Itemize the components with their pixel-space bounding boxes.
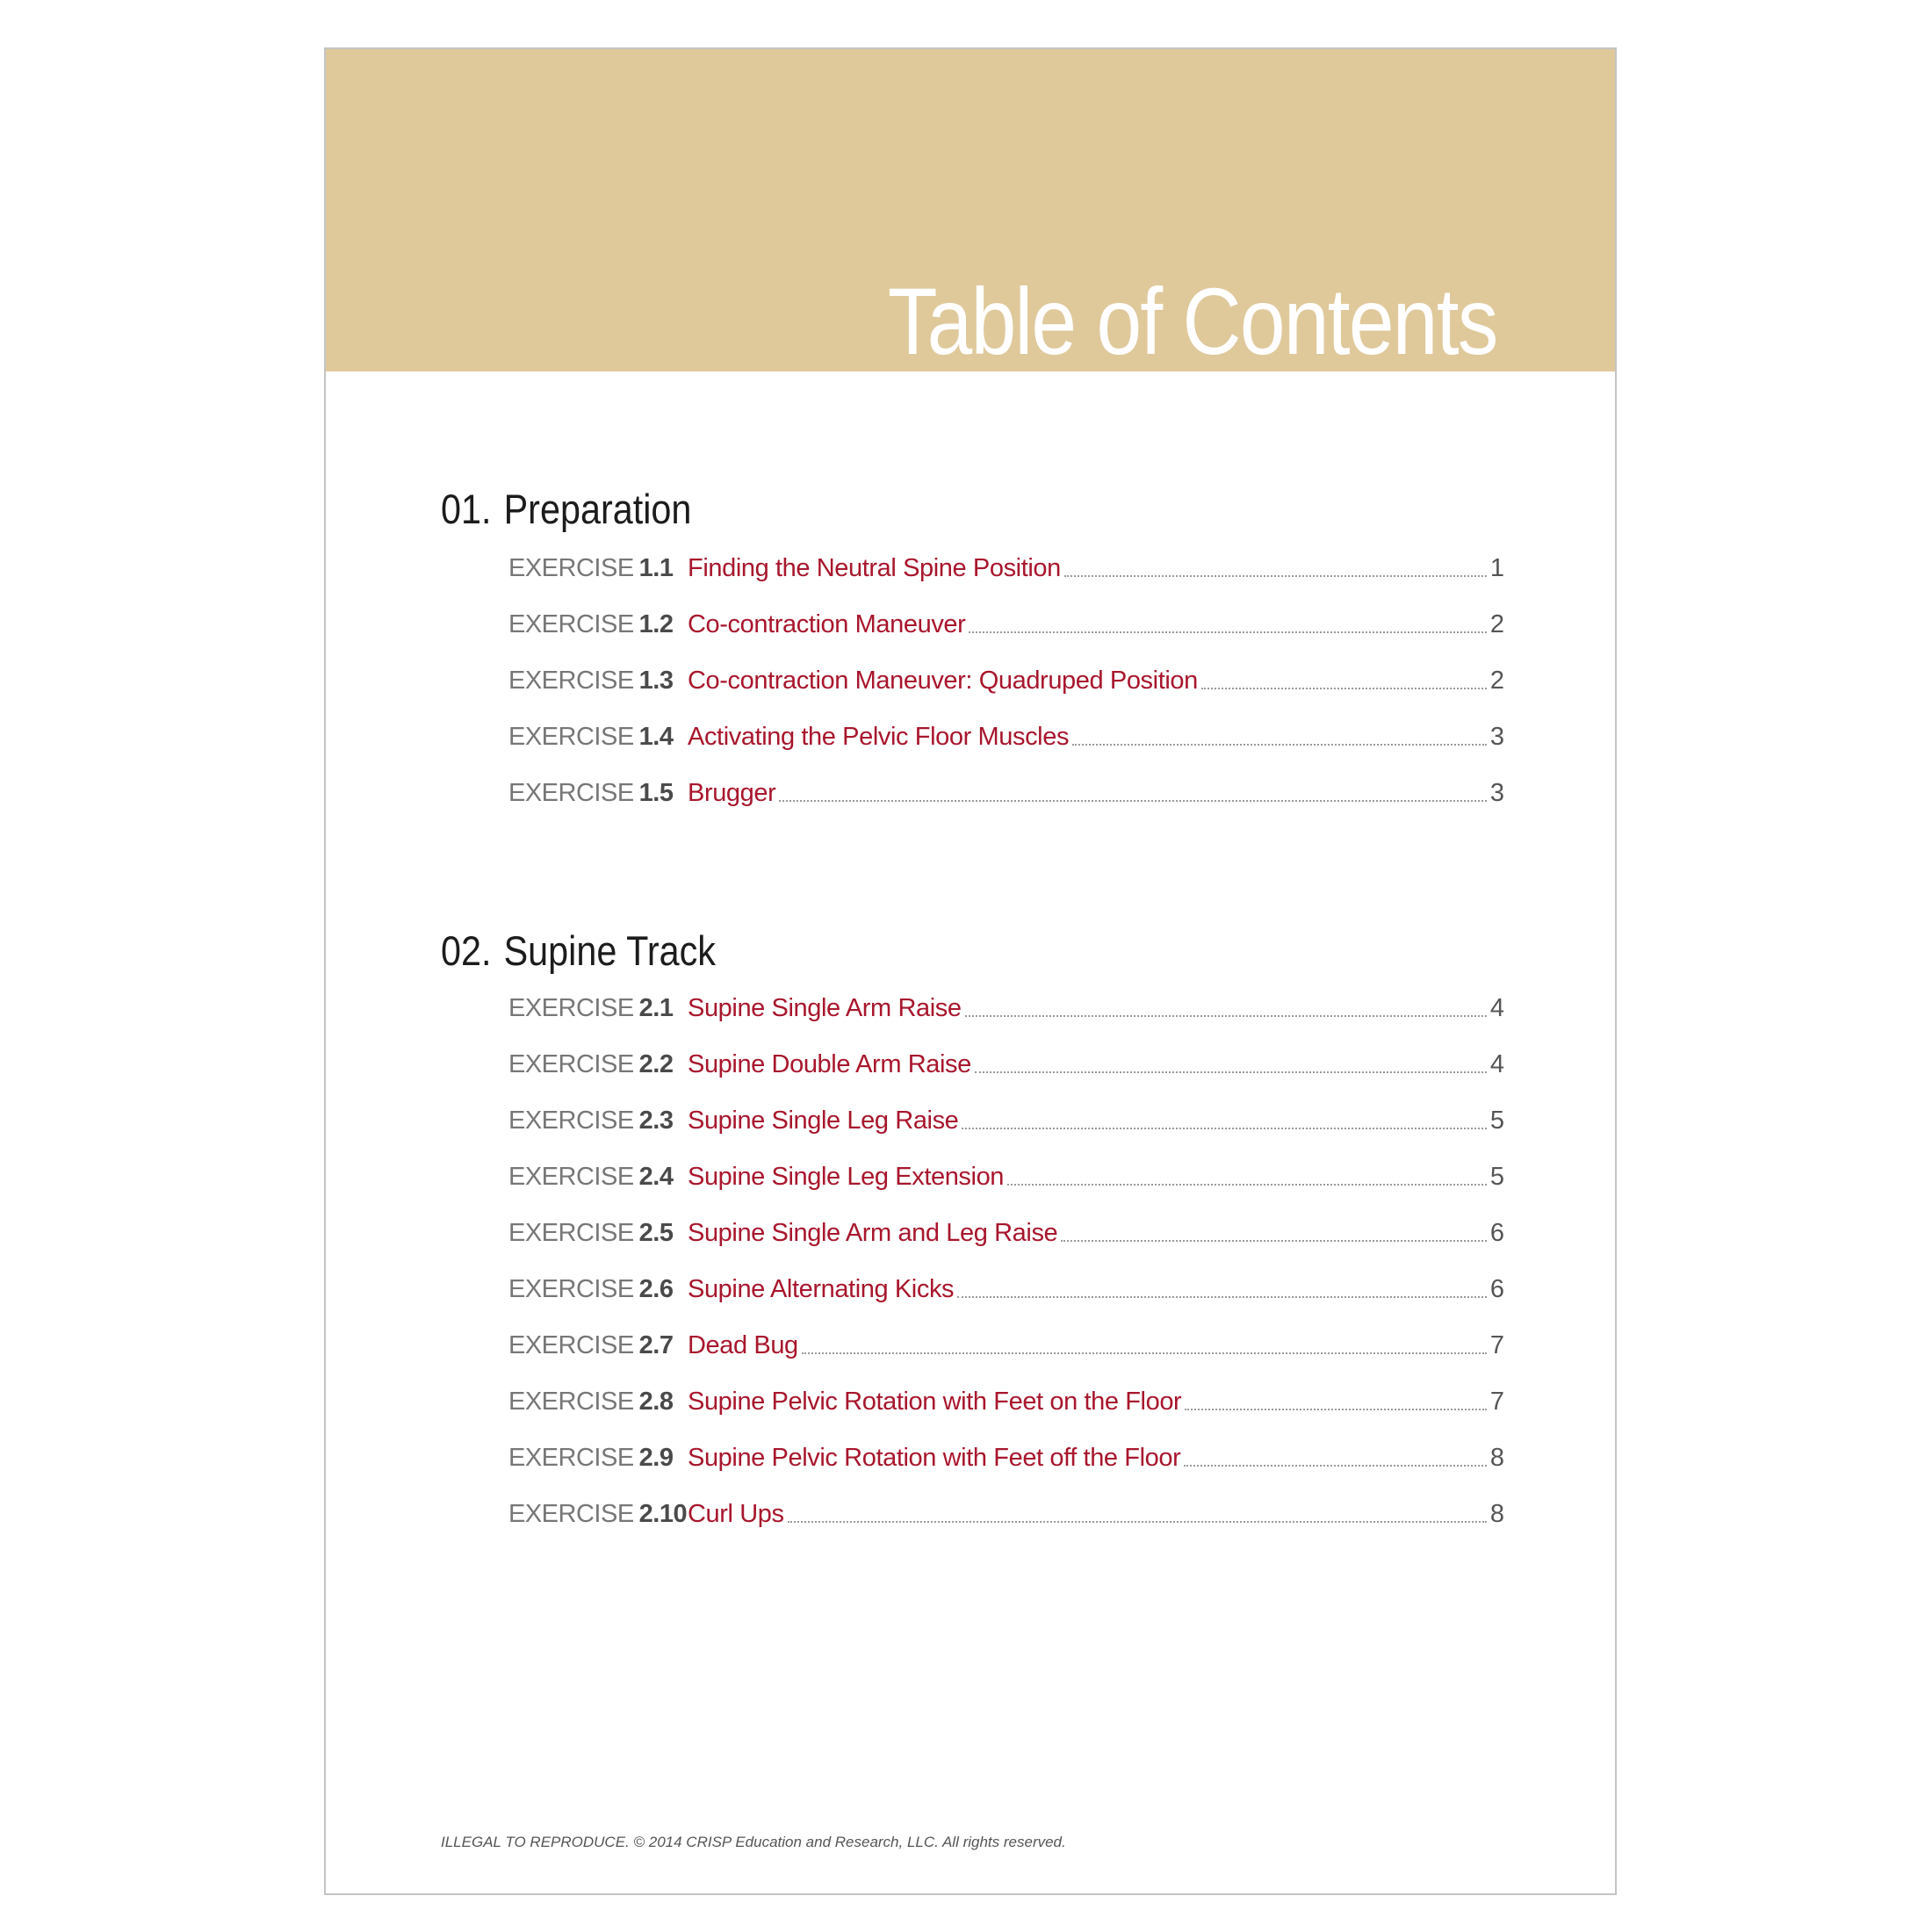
toc-entry[interactable] bbox=[508, 775, 1504, 811]
exercise-label: EXERCISE 2.7 bbox=[508, 1331, 674, 1359]
dot-leader bbox=[957, 1296, 1487, 1298]
exercise-number: 2.10 bbox=[638, 1500, 688, 1528]
exercise-label: EXERCISE 2.5 bbox=[508, 1219, 674, 1247]
exercise-number: 2.9 bbox=[638, 1444, 674, 1472]
exercise-number: 2.4 bbox=[638, 1163, 674, 1191]
exercise-label: EXERCISE 1.2 bbox=[508, 610, 674, 638]
exercise-title-link[interactable]: Co-contraction Maneuver: Quadruped Position bbox=[688, 667, 1198, 695]
exercise-number: 2.8 bbox=[638, 1388, 674, 1416]
toc-entry[interactable] bbox=[508, 1103, 1504, 1138]
toc-entry[interactable] bbox=[508, 663, 1504, 698]
exercise-number: 2.3 bbox=[638, 1107, 674, 1135]
dot-leader bbox=[788, 1521, 1487, 1523]
toc-entry[interactable] bbox=[508, 1440, 1504, 1475]
section-number: 01. bbox=[441, 486, 492, 532]
exercise-title-link[interactable]: Supine Single Leg Raise bbox=[688, 1107, 959, 1135]
exercise-title-link[interactable]: Dead Bug bbox=[688, 1331, 798, 1359]
exercise-title-link[interactable]: Supine Pelvic Rotation with Feet on the Floor bbox=[688, 1388, 1182, 1416]
page-number: 2 bbox=[1489, 610, 1504, 638]
page-number: 2 bbox=[1489, 667, 1504, 695]
exercise-title-link[interactable]: Supine Single Leg Extension bbox=[688, 1163, 1005, 1191]
section-title: Supine Track bbox=[503, 927, 716, 974]
toc-entry[interactable] bbox=[508, 551, 1504, 586]
exercise-number: 1.2 bbox=[638, 610, 674, 638]
dot-leader bbox=[962, 1128, 1486, 1129]
dot-leader bbox=[1064, 575, 1487, 577]
toc-entry[interactable] bbox=[508, 1328, 1504, 1363]
exercise-title-link[interactable]: Supine Single Arm Raise bbox=[688, 994, 962, 1022]
toc-entry[interactable] bbox=[508, 1384, 1504, 1419]
dot-leader bbox=[1061, 1240, 1487, 1242]
exercise-label: EXERCISE 2.8 bbox=[508, 1388, 674, 1416]
section-heading-supine-track bbox=[441, 927, 716, 974]
page-number: 8 bbox=[1489, 1500, 1504, 1528]
dot-leader bbox=[779, 800, 1486, 802]
toc-entry[interactable] bbox=[508, 1272, 1504, 1307]
exercise-label: EXERCISE 2.10 bbox=[508, 1500, 688, 1528]
dot-leader bbox=[1201, 688, 1487, 689]
exercise-number: 1.1 bbox=[638, 554, 674, 582]
exercise-title-link[interactable]: Supine Pelvic Rotation with Feet off the Floor bbox=[688, 1444, 1181, 1472]
exercise-label: EXERCISE 2.1 bbox=[508, 994, 674, 1022]
exercise-title-link[interactable]: Co-contraction Maneuver bbox=[688, 610, 966, 638]
exercise-number: 2.7 bbox=[638, 1331, 674, 1359]
page-number: 4 bbox=[1489, 1050, 1504, 1078]
dot-leader bbox=[975, 1071, 1487, 1073]
exercise-label: EXERCISE 1.3 bbox=[508, 667, 674, 695]
page-number: 4 bbox=[1489, 994, 1504, 1022]
exercise-label: EXERCISE 2.9 bbox=[508, 1444, 674, 1472]
exercise-title-link[interactable]: Supine Double Arm Raise bbox=[688, 1050, 971, 1078]
page-title: Table of Contents bbox=[888, 268, 1497, 374]
page-number: 8 bbox=[1489, 1444, 1504, 1472]
exercise-title-link[interactable]: Curl Ups bbox=[688, 1500, 784, 1528]
page-number: 3 bbox=[1489, 723, 1504, 751]
exercise-label: EXERCISE 1.4 bbox=[508, 723, 674, 751]
toc-entry[interactable] bbox=[508, 1215, 1504, 1251]
page-number: 1 bbox=[1489, 554, 1504, 582]
exercise-title-link[interactable]: Supine Alternating Kicks bbox=[688, 1275, 955, 1303]
document-page bbox=[324, 47, 1617, 1895]
section-heading-preparation bbox=[441, 488, 691, 530]
page-number: 7 bbox=[1489, 1331, 1504, 1359]
exercise-number: 2.1 bbox=[638, 994, 674, 1022]
exercise-number: 1.5 bbox=[638, 779, 674, 807]
page-number: 6 bbox=[1489, 1219, 1504, 1247]
exercise-title-link[interactable]: Finding the Neutral Spine Position bbox=[688, 554, 1061, 582]
dot-leader bbox=[965, 1015, 1487, 1017]
exercise-number: 1.3 bbox=[638, 667, 674, 695]
exercise-label: EXERCISE 1.5 bbox=[508, 779, 674, 807]
exercise-number: 2.6 bbox=[638, 1275, 674, 1303]
exercise-title-link[interactable]: Supine Single Arm and Leg Raise bbox=[688, 1219, 1058, 1247]
dot-leader bbox=[1184, 1465, 1486, 1467]
section-number: 02. bbox=[441, 927, 492, 974]
exercise-label: EXERCISE 2.2 bbox=[508, 1050, 674, 1078]
exercise-label: EXERCISE 2.3 bbox=[508, 1107, 674, 1135]
dot-leader bbox=[1185, 1409, 1487, 1410]
toc-entry[interactable] bbox=[508, 1159, 1504, 1194]
dot-leader bbox=[1007, 1184, 1487, 1186]
exercise-label: EXERCISE 2.6 bbox=[508, 1275, 674, 1303]
page-number: 6 bbox=[1489, 1275, 1504, 1303]
toc-entry[interactable] bbox=[508, 607, 1504, 642]
toc-entry[interactable] bbox=[508, 1047, 1504, 1082]
dot-leader bbox=[1072, 744, 1487, 746]
dot-leader bbox=[802, 1352, 1487, 1354]
page-number: 3 bbox=[1489, 779, 1504, 807]
exercise-number: 2.2 bbox=[638, 1050, 674, 1078]
exercise-label: EXERCISE 2.4 bbox=[508, 1163, 674, 1191]
exercise-title-link[interactable]: Activating the Pelvic Floor Muscles bbox=[688, 723, 1070, 751]
toc-entry[interactable] bbox=[508, 991, 1504, 1026]
exercise-title-link[interactable]: Brugger bbox=[688, 779, 776, 807]
toc-entry[interactable] bbox=[508, 719, 1504, 754]
page-number: 5 bbox=[1489, 1163, 1504, 1191]
title-banner bbox=[326, 49, 1615, 374]
exercise-number: 1.4 bbox=[638, 723, 674, 751]
page-number: 7 bbox=[1489, 1388, 1504, 1416]
toc-entry[interactable] bbox=[508, 1496, 1504, 1532]
exercise-number: 2.5 bbox=[638, 1219, 674, 1247]
dot-leader bbox=[969, 631, 1486, 633]
page-number: 5 bbox=[1489, 1107, 1504, 1135]
copyright-footer: ILLEGAL TO REPRODUCE. © 2014 CRISP Education and Research, LLC. All rights reserved. bbox=[441, 1834, 1066, 1850]
exercise-label: EXERCISE 1.1 bbox=[508, 554, 674, 582]
section-title: Preparation bbox=[503, 486, 692, 532]
